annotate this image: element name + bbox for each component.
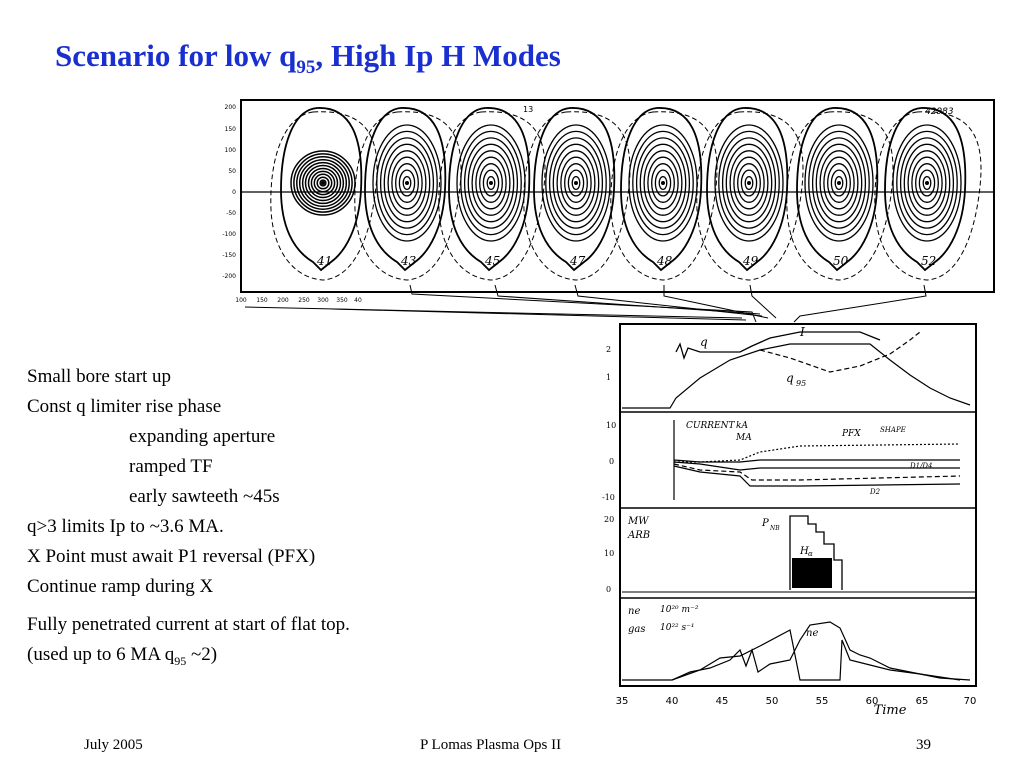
equilibrium-time-label: 41 bbox=[317, 254, 333, 268]
time-tick: 40 bbox=[665, 696, 679, 707]
footer-date: July 2005 bbox=[84, 737, 143, 753]
panel3-tick: 0 bbox=[606, 585, 612, 594]
time-tick: 50 bbox=[765, 696, 779, 707]
panel2-text bbox=[602, 421, 933, 502]
text-line: Small bore start up bbox=[27, 366, 172, 387]
time-tick: 65 bbox=[915, 696, 929, 707]
time-label: Time bbox=[873, 703, 907, 718]
top-ytick: -150 bbox=[222, 252, 236, 259]
q95-label: q bbox=[786, 371, 794, 385]
top-ytick: -50 bbox=[226, 210, 236, 217]
gas-units: 10²² s⁻¹ bbox=[660, 623, 695, 633]
panel-currents bbox=[674, 420, 960, 500]
equilibrium-time-label: 50 bbox=[833, 254, 849, 268]
nel-units: 10²⁰ m⁻² bbox=[660, 605, 699, 615]
paragraph2-line1: Fully penetrated current at start of flat top. bbox=[27, 614, 350, 635]
panel3-tick: 10 bbox=[604, 549, 615, 558]
ma-label: MA bbox=[736, 433, 752, 443]
equilibrium-time-label: 52 bbox=[921, 254, 937, 268]
time-tick: 45 bbox=[715, 696, 729, 707]
panel2-tick: 0 bbox=[609, 457, 615, 466]
time-tick: 60 bbox=[865, 696, 879, 707]
text-line: Continue ramp during X bbox=[27, 576, 214, 597]
time-tick: 70 bbox=[963, 696, 977, 707]
equilibrium-time-label: 47 bbox=[570, 254, 586, 268]
top-ytick: 50 bbox=[228, 168, 236, 175]
top-ytick: -200 bbox=[222, 273, 236, 280]
shape-label: SHAPE bbox=[880, 426, 906, 434]
d2-label: D2 bbox=[870, 488, 881, 496]
panel4-text bbox=[628, 605, 818, 639]
shot-number: 42983 bbox=[925, 107, 954, 117]
panel-q-ip bbox=[622, 332, 970, 408]
top-ytick: 100 bbox=[224, 147, 236, 154]
equilibrium-time-label: 43 bbox=[401, 254, 417, 268]
corner-mark: 13 bbox=[523, 105, 534, 114]
top-xtick: 300 bbox=[317, 297, 329, 304]
panel1-tick: 1 bbox=[606, 373, 612, 382]
top-ytick: 150 bbox=[224, 126, 236, 133]
top-xtick: 250 bbox=[298, 297, 310, 304]
panel1-text bbox=[606, 325, 806, 388]
text-line-indented: expanding aperture bbox=[129, 426, 276, 447]
top-ytick: 200 bbox=[224, 104, 236, 111]
paragraph2-line2 bbox=[27, 640, 497, 676]
title-main: Scenario for low q bbox=[55, 38, 297, 73]
time-tick: 35 bbox=[615, 696, 629, 707]
nel-curve-label: ne bbox=[806, 628, 819, 639]
equilibrium-time-label: 49 bbox=[743, 254, 759, 268]
panel3-text bbox=[604, 515, 813, 594]
footer-center: P Lomas Plasma Ops II bbox=[420, 737, 562, 753]
pnb-label: P bbox=[762, 518, 769, 529]
panel2-tick: -10 bbox=[602, 493, 615, 502]
time-axis bbox=[616, 696, 977, 718]
body-text bbox=[27, 362, 497, 676]
nel-label: ne bbox=[628, 606, 641, 617]
text-line-indented: ramped TF bbox=[129, 456, 213, 477]
halpha-label: H bbox=[800, 546, 809, 557]
footer-page-number: 39 bbox=[916, 737, 931, 753]
top-ytick: -100 bbox=[222, 231, 236, 238]
text-line: X Point must await P1 reversal (PFX) bbox=[27, 546, 316, 567]
pfx-label: PFX bbox=[842, 429, 861, 439]
equilibrium-time-label: 45 bbox=[485, 254, 501, 268]
equilibrium-time-label: 48 bbox=[657, 254, 673, 268]
ka-label: kA bbox=[736, 421, 748, 431]
p2-text-a: (used up to 6 MA q bbox=[27, 644, 175, 665]
title-rest: , High Ip H Modes bbox=[315, 38, 561, 73]
p2-text-b: ~2) bbox=[186, 644, 218, 665]
gas-label: gas bbox=[628, 624, 646, 635]
ip-label: I bbox=[800, 325, 805, 339]
pnb-sub: NB bbox=[770, 525, 780, 532]
text-line: q>3 limits Ip to ~3.6 MA. bbox=[27, 516, 224, 537]
current-label: CURRENT bbox=[686, 421, 735, 431]
panel1-tick: 2 bbox=[606, 345, 612, 354]
top-xtick: 40 bbox=[354, 297, 362, 304]
text-line: Const q limiter rise phase bbox=[27, 396, 222, 417]
top-xtick: 350 bbox=[336, 297, 348, 304]
d1d4-label: D1/D4 bbox=[910, 462, 933, 470]
time-tick: 55 bbox=[815, 696, 829, 707]
mw-label: MW bbox=[628, 516, 649, 527]
top-xtick: 100 bbox=[235, 297, 247, 304]
q-label: q bbox=[700, 335, 708, 349]
text-line-indented: early sawteeth ~45s bbox=[129, 486, 280, 507]
panel-power bbox=[622, 516, 976, 592]
title-subscript: 95 bbox=[296, 57, 316, 79]
top-ytick: 0 bbox=[232, 189, 236, 196]
q95-sub: 95 bbox=[796, 379, 807, 388]
panel2-tick: 10 bbox=[606, 421, 617, 430]
panel3-tick: 20 bbox=[604, 515, 615, 524]
top-xtick: 150 bbox=[256, 297, 268, 304]
top-xtick: 200 bbox=[277, 297, 289, 304]
arb-label: ARB bbox=[628, 530, 651, 541]
p2-subscript: 95 bbox=[174, 653, 187, 668]
halpha-sub: α bbox=[808, 550, 813, 558]
